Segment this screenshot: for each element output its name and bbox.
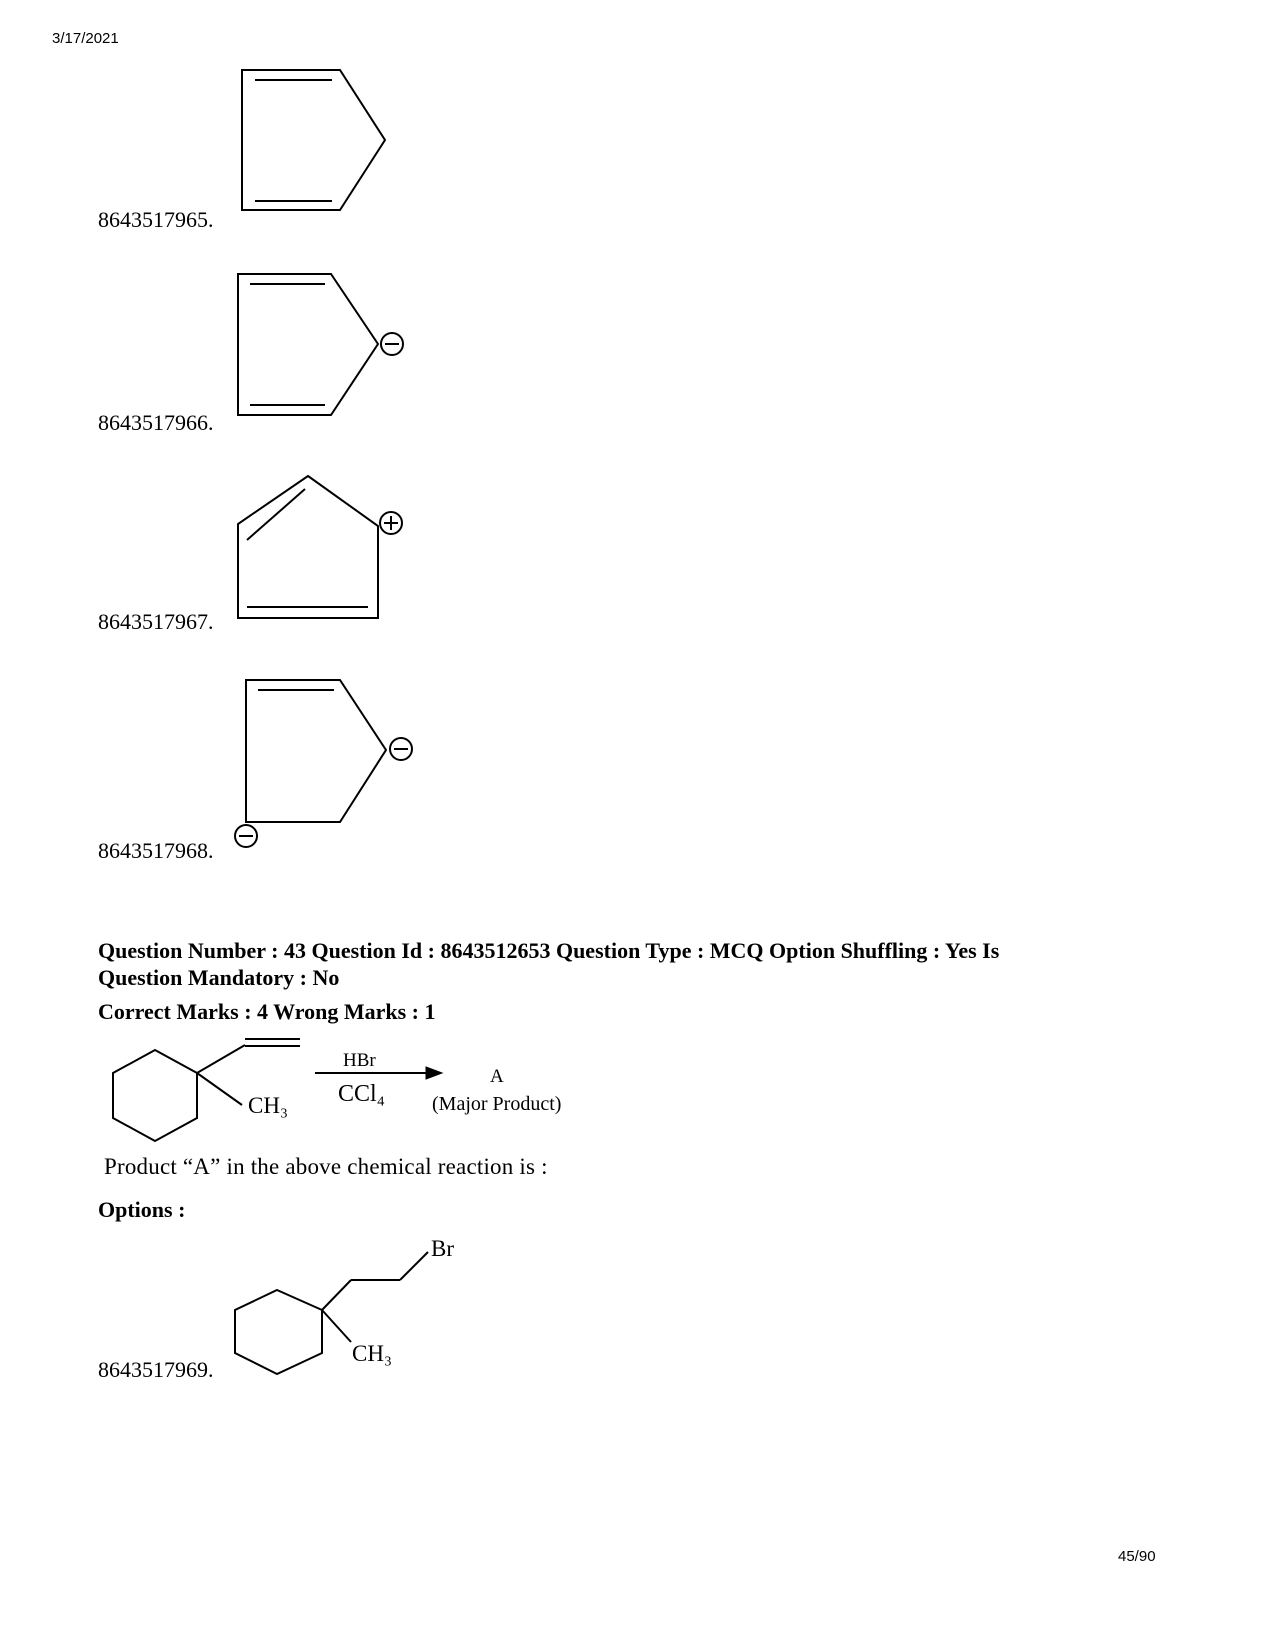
structure-cyclopentadienyl-cation [228,468,418,628]
product-label: A [490,1066,504,1087]
structure-option-1 [225,1230,485,1380]
option-id: 8643517967. [98,609,214,634]
option-id: 8643517969. [98,1357,214,1382]
methyl-label: CH₃ [352,1341,392,1366]
option-id: 8643517966. [98,410,214,435]
reaction-arrow-icon [315,1067,442,1079]
page-number: 45/90 [1118,1548,1156,1565]
minus-charge-icon [390,738,412,760]
structure-cyclopentadiene [230,60,400,220]
page-date: 3/17/2021 [52,30,119,47]
reagent-top: HBr [343,1050,376,1071]
question-meta-line1: Question Number : 43 Question Id : 8643512653 Question Type : MCQ Option Shuffling : Yes Is [98,938,1000,963]
reaction-scheme [100,1035,600,1145]
question-meta-line2: Question Mandatory : No [98,965,340,990]
bromo-label: Br [431,1236,454,1261]
plus-charge-icon [380,512,402,534]
options-label: Options : [98,1197,186,1222]
reagent-bottom: CCl₄ [338,1081,386,1107]
methyl-label: CH₃ [248,1093,288,1118]
product-note: (Major Product) [432,1093,562,1115]
minus-charge-icon [235,825,257,847]
minus-charge-icon [381,333,403,355]
question-prompt: Product “A” in the above chemical reaction is : [104,1154,548,1179]
option-id: 8643517965. [98,207,214,232]
question-marks: Correct Marks : 4 Wrong Marks : 1 [98,999,436,1024]
option-id: 8643517968. [98,838,214,863]
structure-dianion [228,672,428,857]
structure-cyclopentadienyl-anion [228,262,418,427]
